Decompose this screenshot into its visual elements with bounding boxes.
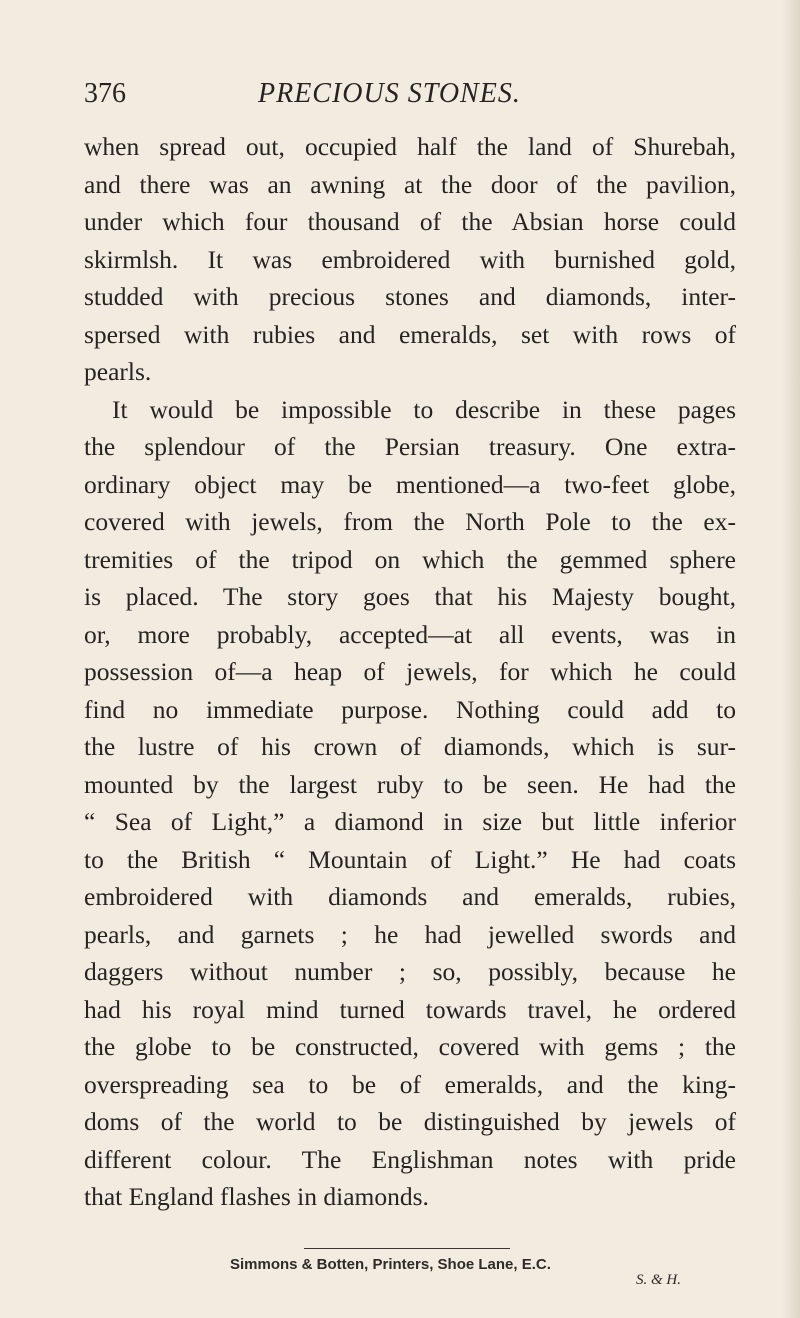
page-number: 376 — [84, 78, 126, 109]
text-line: studded with precious stones and diamonds, inter- — [84, 282, 736, 311]
text-line: possession of—a heap of jewels, for which he could — [84, 657, 736, 686]
text-line: tremities of the tripod on which the gemmed sphere — [84, 544, 736, 574]
text-line: daggers without number ; so, possibly, because he — [84, 957, 736, 986]
text-line: the lustre of his crown of diamonds, which is sur- — [84, 732, 736, 761]
printer-imprint: Simmons & Botten, Printers, Shoe Lane, E.C. — [230, 1256, 551, 1273]
text-line: when spread out, occupied half the land of Shurebah, — [84, 132, 736, 161]
text-line: overspreading sea to be of emeralds, and the king- — [84, 1069, 736, 1099]
footer-rule — [304, 1248, 510, 1249]
text-line: find no immediate purpose. Nothing could add to — [84, 694, 736, 724]
text-line: ordinary object may be mentioned—a two-feet globe, — [84, 469, 736, 499]
text-line: different colour. The Englishman notes with pride — [84, 1144, 736, 1174]
text-line: is placed. The story goes that his Majesty bought, — [84, 582, 736, 611]
running-head: PRECIOUS STONES. — [258, 78, 521, 109]
text-line: to the British “ Mountain of Light.” He had coats — [84, 844, 736, 874]
text-line: and there was an awning at the door of the pavilion, — [84, 169, 736, 199]
text-line: that England flashes in diamonds. — [84, 1182, 429, 1211]
text-line: or, more probably, accepted—at all events, was in — [84, 619, 736, 649]
text-line: under which four thousand of the Absian horse could — [84, 207, 736, 236]
text-line: mounted by the largest ruby to be seen. He had the — [84, 769, 736, 799]
text-line: covered with jewels, from the North Pole to the ex- — [84, 507, 736, 536]
printer-mark: S. & H. — [636, 1272, 681, 1288]
text-line: It would be impossible to describe in these pages — [112, 394, 736, 424]
body-text — [84, 128, 736, 1216]
text-line: pearls. — [84, 357, 152, 386]
text-line: the globe to be constructed, covered with gems ; the — [84, 1032, 736, 1061]
text-line: pearls, and garnets ; he had jewelled swords and — [84, 919, 736, 949]
text-line: doms of the world to be distinguished by jewels of — [84, 1107, 736, 1136]
text-line: had his royal mind turned towards travel, he ordered — [84, 994, 736, 1024]
page-header — [84, 78, 732, 118]
text-line: “ Sea of Light,” a diamond in size but little inferior — [84, 807, 736, 836]
text-line: embroidered with diamonds and emeralds, rubies, — [84, 882, 736, 911]
text-line: spersed with rubies and emeralds, set with rows of — [84, 319, 736, 349]
text-line: the splendour of the Persian treasury. One extra- — [84, 432, 736, 461]
text-line: skirmlsh. It was embroidered with burnished gold, — [84, 244, 736, 274]
